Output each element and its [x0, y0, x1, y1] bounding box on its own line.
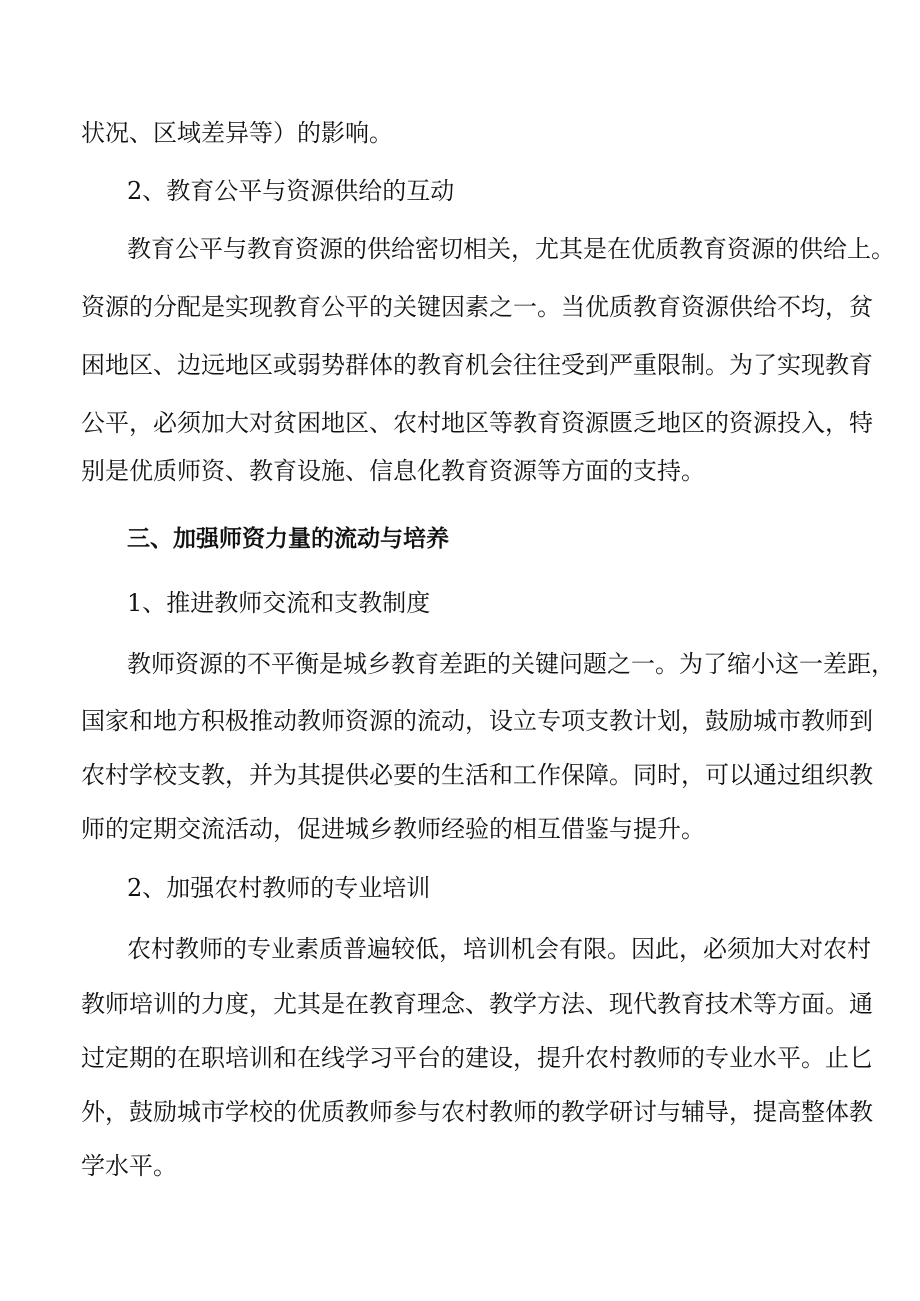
paragraph-line: 农村学校支教，并为其提供必要的生活和工作保障。同时，可以通过组织教: [81, 761, 873, 789]
paragraph-line: 别是优质师资、教育设施、信息化教育资源等方面的支持。: [81, 457, 705, 485]
section-heading: 三、加强师资力量的流动与培养: [127, 526, 449, 552]
paragraph-line: 学水平。: [81, 1152, 177, 1180]
paragraph-line: 过定期的在职培训和在线学习平台的建设，提升农村教师的专业水平。止匕: [81, 1044, 873, 1072]
subsection-heading: 1、推进教师交流和支教制度: [127, 589, 431, 617]
paragraph-line: 外，鼓励城市学校的优质教师参与农村教师的教学研讨与辅导，提高整体教: [81, 1098, 873, 1126]
paragraph-line: 教育公平与教育资源的供给密切相关，尤其是在优质教育资源的供给上。: [127, 235, 895, 263]
paragraph-line: 教师培训的力度，尤其是在教育理念、教学方法、现代教育技术等方面。通: [81, 990, 873, 1018]
paragraph-line: 农村教师的专业素质普遍较低，培训机会有限。因此，必须加大对农村: [127, 935, 871, 963]
paragraph-line: 公平，必须加大对贫困地区、农村地区等教育资源匮乏地区的资源投入，特: [81, 409, 873, 437]
paragraph-line: 国家和地方积极推动教师资源的流动，设立专项支教计划，鼓励城市教师到: [81, 707, 873, 735]
paragraph-line: 师的定期交流活动，促进城乡教师经验的相互借鉴与提升。: [81, 815, 705, 843]
subsection-heading: 2、加强农村教师的专业培训: [127, 874, 431, 902]
paragraph-line: 困地区、边远地区或弱势群体的教育机会往往受到严重限制。为了实现教育: [81, 351, 873, 379]
paragraph-line: 教师资源的不平衡是城乡教育差距的关键问题之一。为了缩小这一差距，: [127, 650, 895, 678]
subsection-heading: 2、教育公平与资源供给的互动: [127, 177, 455, 205]
paragraph-line: 资源的分配是实现教育公平的关键因素之一。当优质教育资源供给不均，贫: [81, 293, 873, 321]
paragraph-continuation: 状况、区域差异等）的影响。: [81, 119, 393, 147]
